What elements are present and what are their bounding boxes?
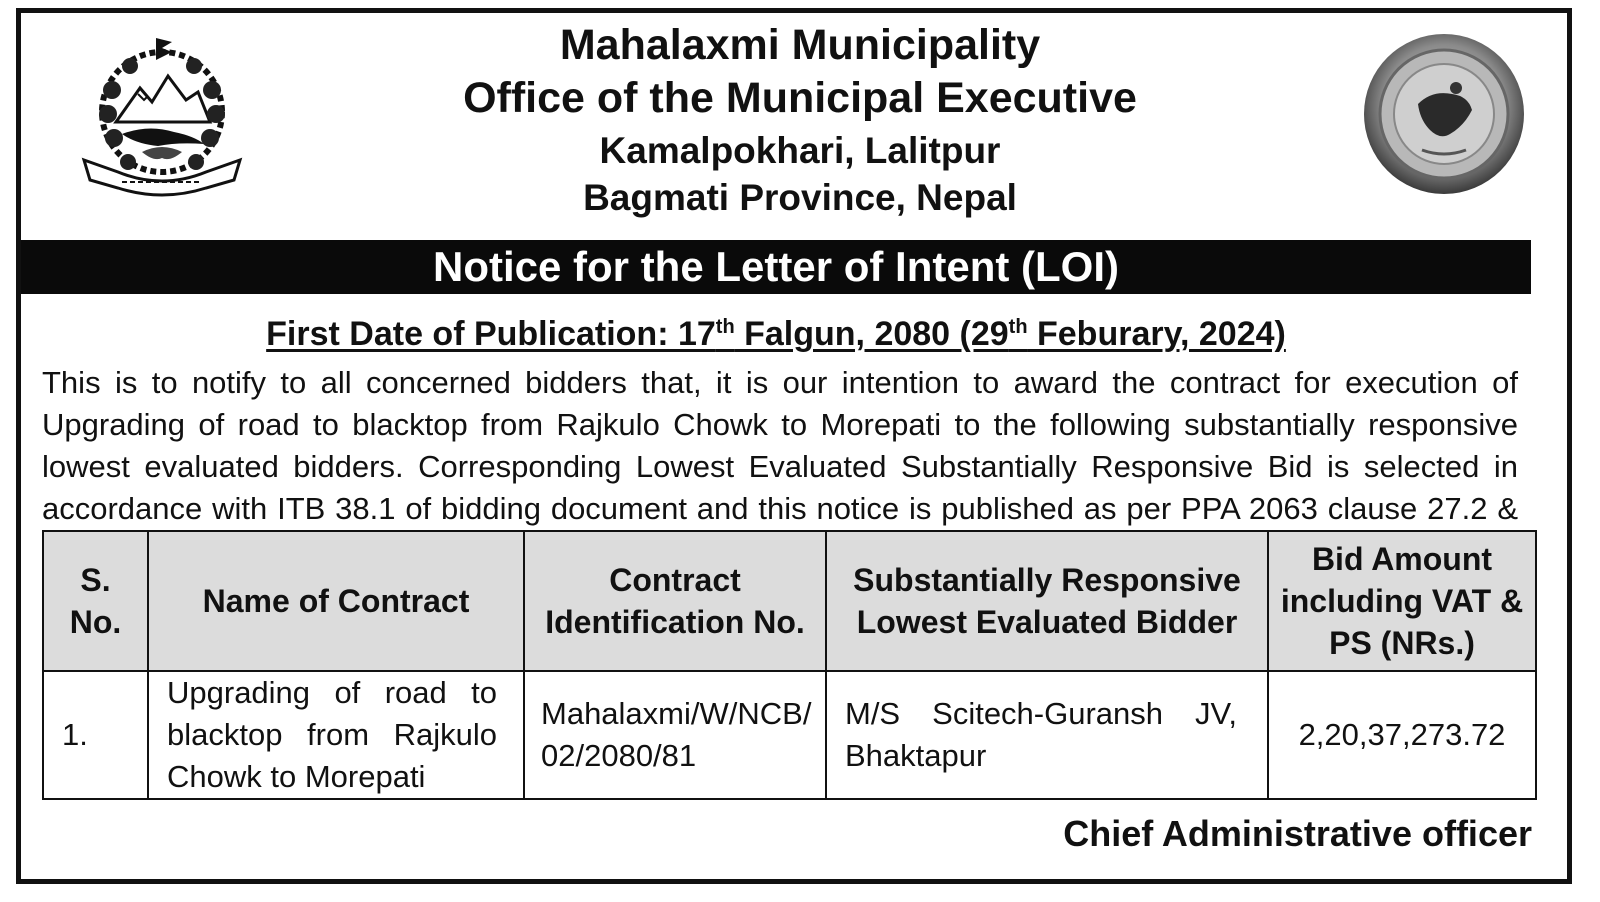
letterhead [300, 22, 1300, 216]
cell-contract-name: Upgrading of road to blacktop from Rajkulo Chowk to Morepati [148, 671, 524, 799]
publication-middle: Falgun, 2080 (29 [734, 315, 1009, 353]
publication-suffix: Feburary, 2024) [1027, 315, 1286, 353]
province-line: Bagmati Province, Nepal [583, 177, 1017, 218]
table-header-row [43, 531, 1536, 671]
signatory-title: Chief Administrative officer [1063, 813, 1532, 854]
award-table [42, 530, 1537, 800]
header-sno: S. No. [43, 531, 148, 671]
header-bid-amount: Bid Amount including VAT & PS (NRs.) [1268, 531, 1536, 671]
nepal-government-emblem-icon [78, 30, 246, 198]
publication-sup-1: th [715, 316, 735, 338]
cell-bid-amount: 2,20,37,273.72 [1268, 671, 1536, 799]
address-line: Kamalpokhari, Lalitpur [599, 130, 1001, 171]
municipality-name: Mahalaxmi Municipality [559, 21, 1041, 69]
publication-sup-2: th [1008, 316, 1028, 338]
office-name: Office of the Municipal Executive [463, 74, 1137, 122]
cell-bidder: M/S Scitech-Guransh JV, Bhaktapur [826, 671, 1268, 799]
publication-date [21, 307, 1531, 354]
cell-contract-id: Mahalaxmi/W/NCB/ 02/2080/81 [524, 671, 826, 799]
publication-prefix: First Date of Publication: 17 [266, 315, 716, 353]
cell-sno: 1. [43, 671, 148, 799]
header-contract-name: Name of Contract [148, 531, 524, 671]
header-bidder: Substantially Responsive Lowest Evaluated Bidder [826, 531, 1268, 671]
notice-body: This is to notify to all concerned bidders that, it is our intention to award the contract for execution of Upgrading of road to blacktop from Rajkulo Chowk to Morepati to the following substantially responsive lowest evaluated bidders. Corresponding Lowest Evaluated Substantially Responsive Bid is selected in accordance with ITB 38.1 of bidding document and this notice is published as per PPA 2063 clause 27.2 & [42, 365, 1518, 526]
header-contract-id: Contract Identification No. [524, 531, 826, 671]
notice-title: Notice for the Letter of Intent (LOI) [21, 240, 1531, 294]
municipality-logo-icon [1360, 30, 1528, 198]
table-row [43, 671, 1536, 799]
